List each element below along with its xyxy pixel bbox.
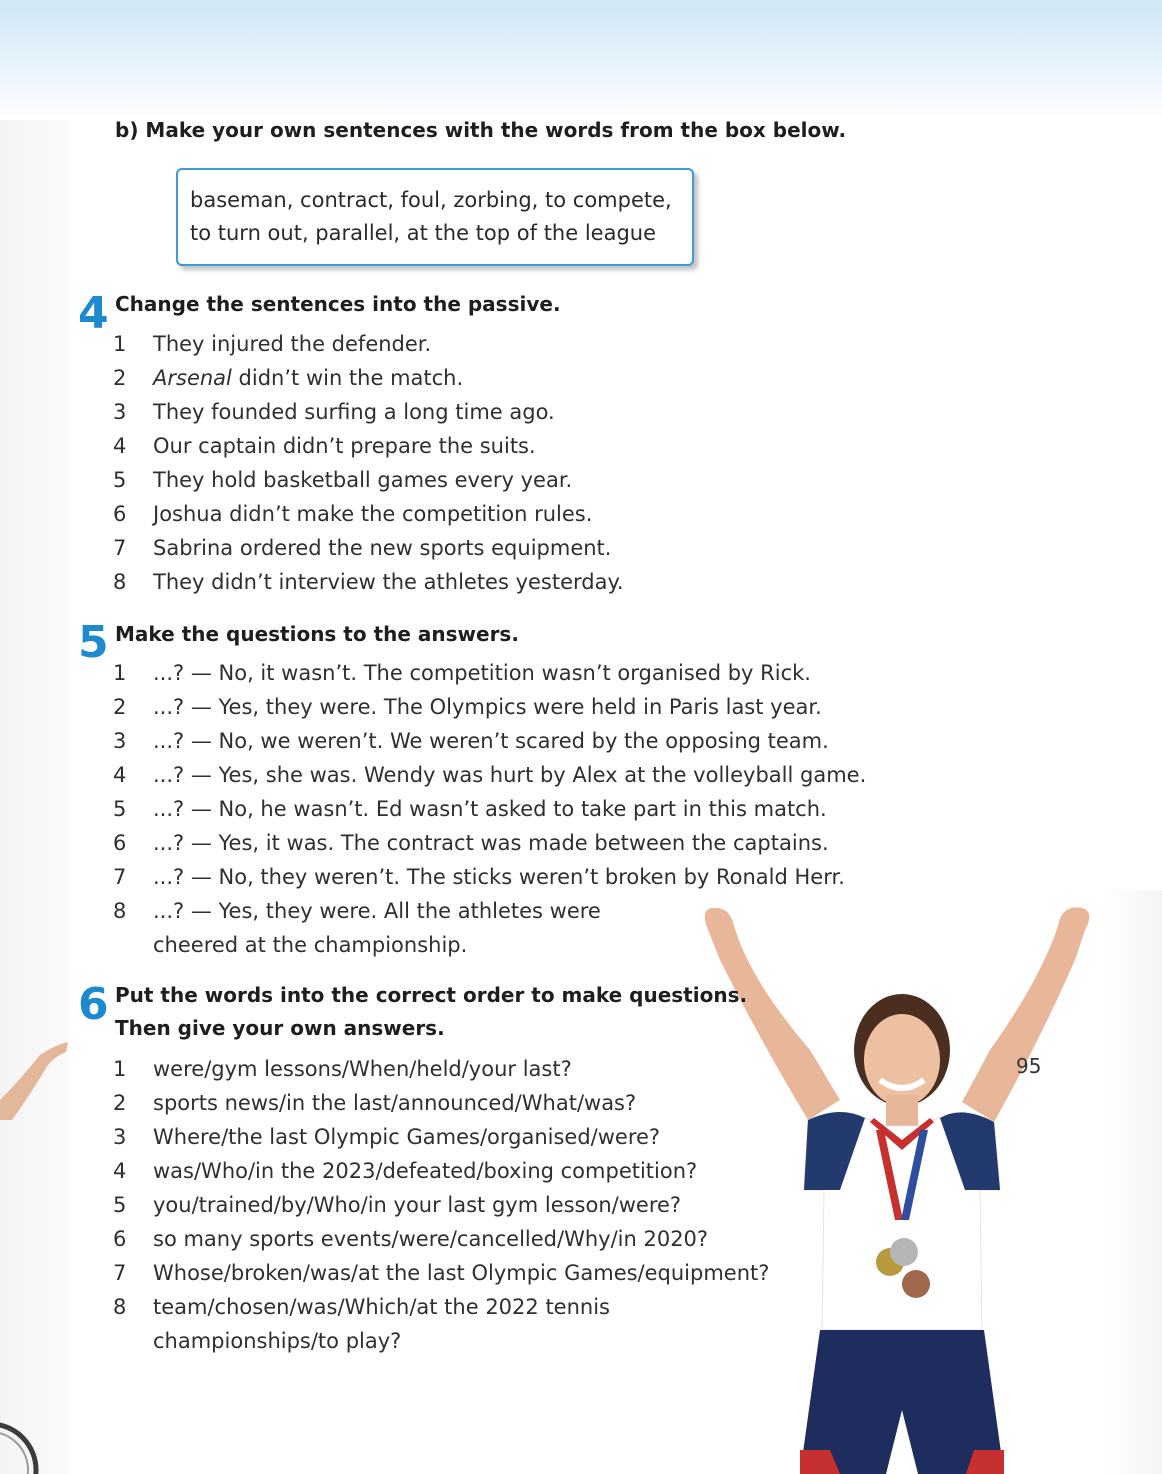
item-number: 7 [113, 536, 127, 560]
item-number: 1 [113, 332, 127, 356]
word-box-line: baseman, contract, foul, zorbing, to compete, [190, 188, 672, 212]
item-number: 6 [113, 502, 127, 526]
exercise-6-title-line1: Put the words into the correct order to make questions. [115, 983, 748, 1007]
right-margin-strip [1105, 890, 1162, 1474]
item-text: ...? — No, we weren’t. We weren’t scared by the opposing team. [153, 729, 829, 753]
word-box [176, 168, 694, 266]
item-text: you/trained/by/Who/in your last gym lesson/were? [153, 1193, 682, 1217]
exercise-4-title: Change the sentences into the passive. [115, 292, 561, 316]
item-number: 7 [113, 865, 127, 889]
item-text [153, 361, 463, 395]
item-text: were/gym lessons/When/held/your last? [153, 1057, 572, 1081]
item-text: ...? — No, they weren’t. The sticks weren’t broken by Ronald Herr. [153, 865, 845, 889]
exercise-5-title: Make the questions to the answers. [115, 622, 519, 646]
item-text-rest: didn’t win the match. [231, 366, 464, 390]
item-number: 8 [113, 1295, 127, 1319]
item-number: 1 [113, 661, 127, 685]
item-text: Whose/broken/was/at the last Olympic Games/equipment? [153, 1261, 770, 1285]
exercise-5-number: 5 [78, 617, 109, 668]
wheelchair-wheel-illustration [0, 1380, 40, 1474]
item-number: 6 [113, 831, 127, 855]
item-text: ...? — Yes, they were. All the athletes were cheered at the championship. [153, 899, 601, 957]
item-number: 2 [113, 695, 127, 719]
item-number: 8 [113, 899, 127, 923]
item-text: Where/the last Olympic Games/organised/were? [153, 1125, 661, 1149]
item-text: They didn’t interview the athletes yesterday. [153, 570, 624, 594]
exercise-6-number: 6 [78, 979, 109, 1030]
item-text: ...? — No, it wasn’t. The competition wasn’t organised by Rick. [153, 661, 811, 685]
header-band [0, 0, 1162, 120]
item-number: 5 [113, 468, 127, 492]
item-text: Our captain didn’t prepare the suits. [153, 434, 536, 458]
item-number: 3 [113, 400, 127, 424]
item-number: 4 [113, 763, 127, 787]
item-text: ...? — Yes, they were. The Olympics were held in Paris last year. [153, 695, 822, 719]
item-number: 6 [113, 1227, 127, 1251]
item-number: 2 [113, 1091, 127, 1115]
item-text: so many sports events/were/cancelled/Why/in 2020? [153, 1227, 709, 1251]
exercise-6-title-line2: Then give your own answers. [115, 1016, 445, 1040]
item-text: They founded surfing a long time ago. [153, 400, 555, 424]
item-text-italic: Arsenal [153, 366, 232, 390]
item-number: 4 [113, 1159, 127, 1183]
word-box-line: to turn out, parallel, at the top of the league [190, 221, 657, 245]
item-text: was/Who/in the 2023/defeated/boxing competition? [153, 1159, 698, 1183]
item-text: sports news/in the last/announced/What/was? [153, 1091, 637, 1115]
item-number: 3 [113, 729, 127, 753]
item-text: Sabrina ordered the new sports equipment. [153, 536, 612, 560]
raised-hand-illustration [0, 1020, 70, 1120]
item-text: ...? — Yes, it was. The contract was made between the captains. [153, 831, 829, 855]
item-text: ...? — Yes, she was. Wendy was hurt by Alex at the volleyball game. [153, 763, 867, 787]
item-number: 7 [113, 1261, 127, 1285]
item-text: team/chosen/was/Which/at the 2022 tennis championships/to play? [153, 1295, 610, 1353]
page-number: 95 [1016, 1054, 1042, 1078]
item-text: They injured the defender. [153, 332, 432, 356]
item-number: 4 [113, 434, 127, 458]
item-text: They hold basketball games every year. [153, 468, 573, 492]
item-number: 2 [113, 366, 127, 390]
left-margin-strip [0, 120, 68, 1474]
item-text: ...? — No, he wasn’t. Ed wasn’t asked to take part in this match. [153, 797, 827, 821]
item-number: 5 [113, 1193, 127, 1217]
item-number: 3 [113, 1125, 127, 1149]
item-text: Joshua didn’t make the competition rules. [153, 502, 593, 526]
athlete-photo [690, 890, 1105, 1474]
item-number: 1 [113, 1057, 127, 1081]
section-b-heading: b) Make your own sentences with the words from the box below. [115, 118, 847, 142]
item-number: 5 [113, 797, 127, 821]
item-number: 8 [113, 570, 127, 594]
exercise-4-number: 4 [78, 288, 109, 339]
